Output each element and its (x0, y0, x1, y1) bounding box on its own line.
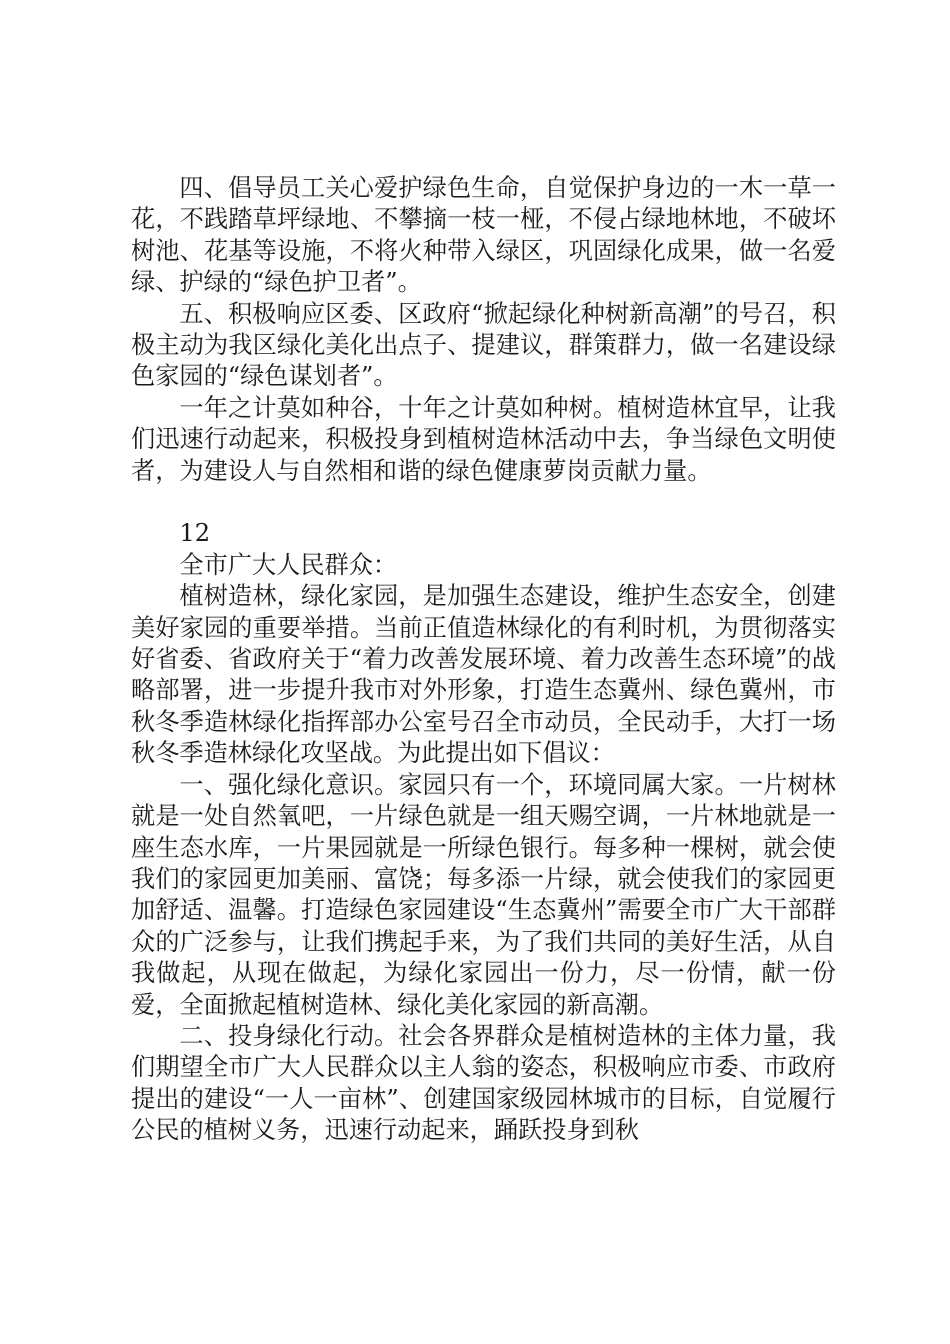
paragraph-point-five: 五、积极响应区委、区政府“掀起绿化种树新高潮”的号召，积极主动为我区绿化美化出点子、提建议，群策群力，做一名建设绿色家园的“绿色谋划者”。 (131, 299, 836, 391)
paragraph-point-two: 二、投身绿化行动。社会各界群众是植树造林的主体力量，我们期望全市广大人民群众以主人翁的姿态，积极响应市委、市政府提出的建设“一人一亩林”、创建国家级园林城市的目标，自觉履行公民的植树义务，迅速行动起来，踊跃投身到秋 (131, 1021, 836, 1145)
paragraph-intro: 植树造林，绿化家园，是加强生态建设，维护生态安全，创建美好家园的重要举措。当前正值造林绿化的有利时机，为贯彻落实好省委、省政府关于“着力改善发展环境、着力改善生态环境”的战略部署，进一步提升我市对外形象，打造生态冀州、绿色冀州，市秋冬季造林绿化指挥部办公室号召全市动员，全民动手，大打一场秋冬季造林绿化攻坚战。为此提出如下倡议： (131, 582, 836, 768)
paragraph-point-one: 一、强化绿化意识。家园只有一个，环境同属大家。一片树林就是一处自然氧吧，一片绿色就是一组天赐空调，一片林地就是一座生态水库，一片果园就是一所绿色银行。每多种一棵树，就会使我们的家园更加美丽、富饶；每多添一片绿，就会使我们的家园更加舒适、温馨。打造绿色家园建设“生态冀州”需要全市广大干部群众的广泛参与，让我们携起手来，为了我们共同的美好生活，从自我做起，从现在做起，为绿化家园出一份力，尽一份情，献一份爱，全面掀起植树造林、绿化美化家园的新高潮。 (131, 770, 836, 1019)
paragraph-closing: 一年之计莫如种谷，十年之计莫如种树。植树造林宜早，让我们迅速行动起来，积极投身到植树造林活动中去，争当绿色文明使者，为建设人与自然相和谐的绿色健康萝岗贡献力量。 (131, 393, 836, 485)
document-body (131, 173, 836, 1147)
paragraph-point-four: 四、倡导员工关心爱护绿色生命，自觉保护身边的一木一草一花，不践踏草坪绿地、不攀摘一枝一桠，不侵占绿地林地，不破坏树池、花基等设施，不将火种带入绿区，巩固绿化成果，做一名爱绿、护绿的“绿色护卫者”。 (131, 174, 836, 297)
section-number: 12 (179, 519, 211, 548)
salutation: 全市广大人民群众： (179, 550, 398, 579)
